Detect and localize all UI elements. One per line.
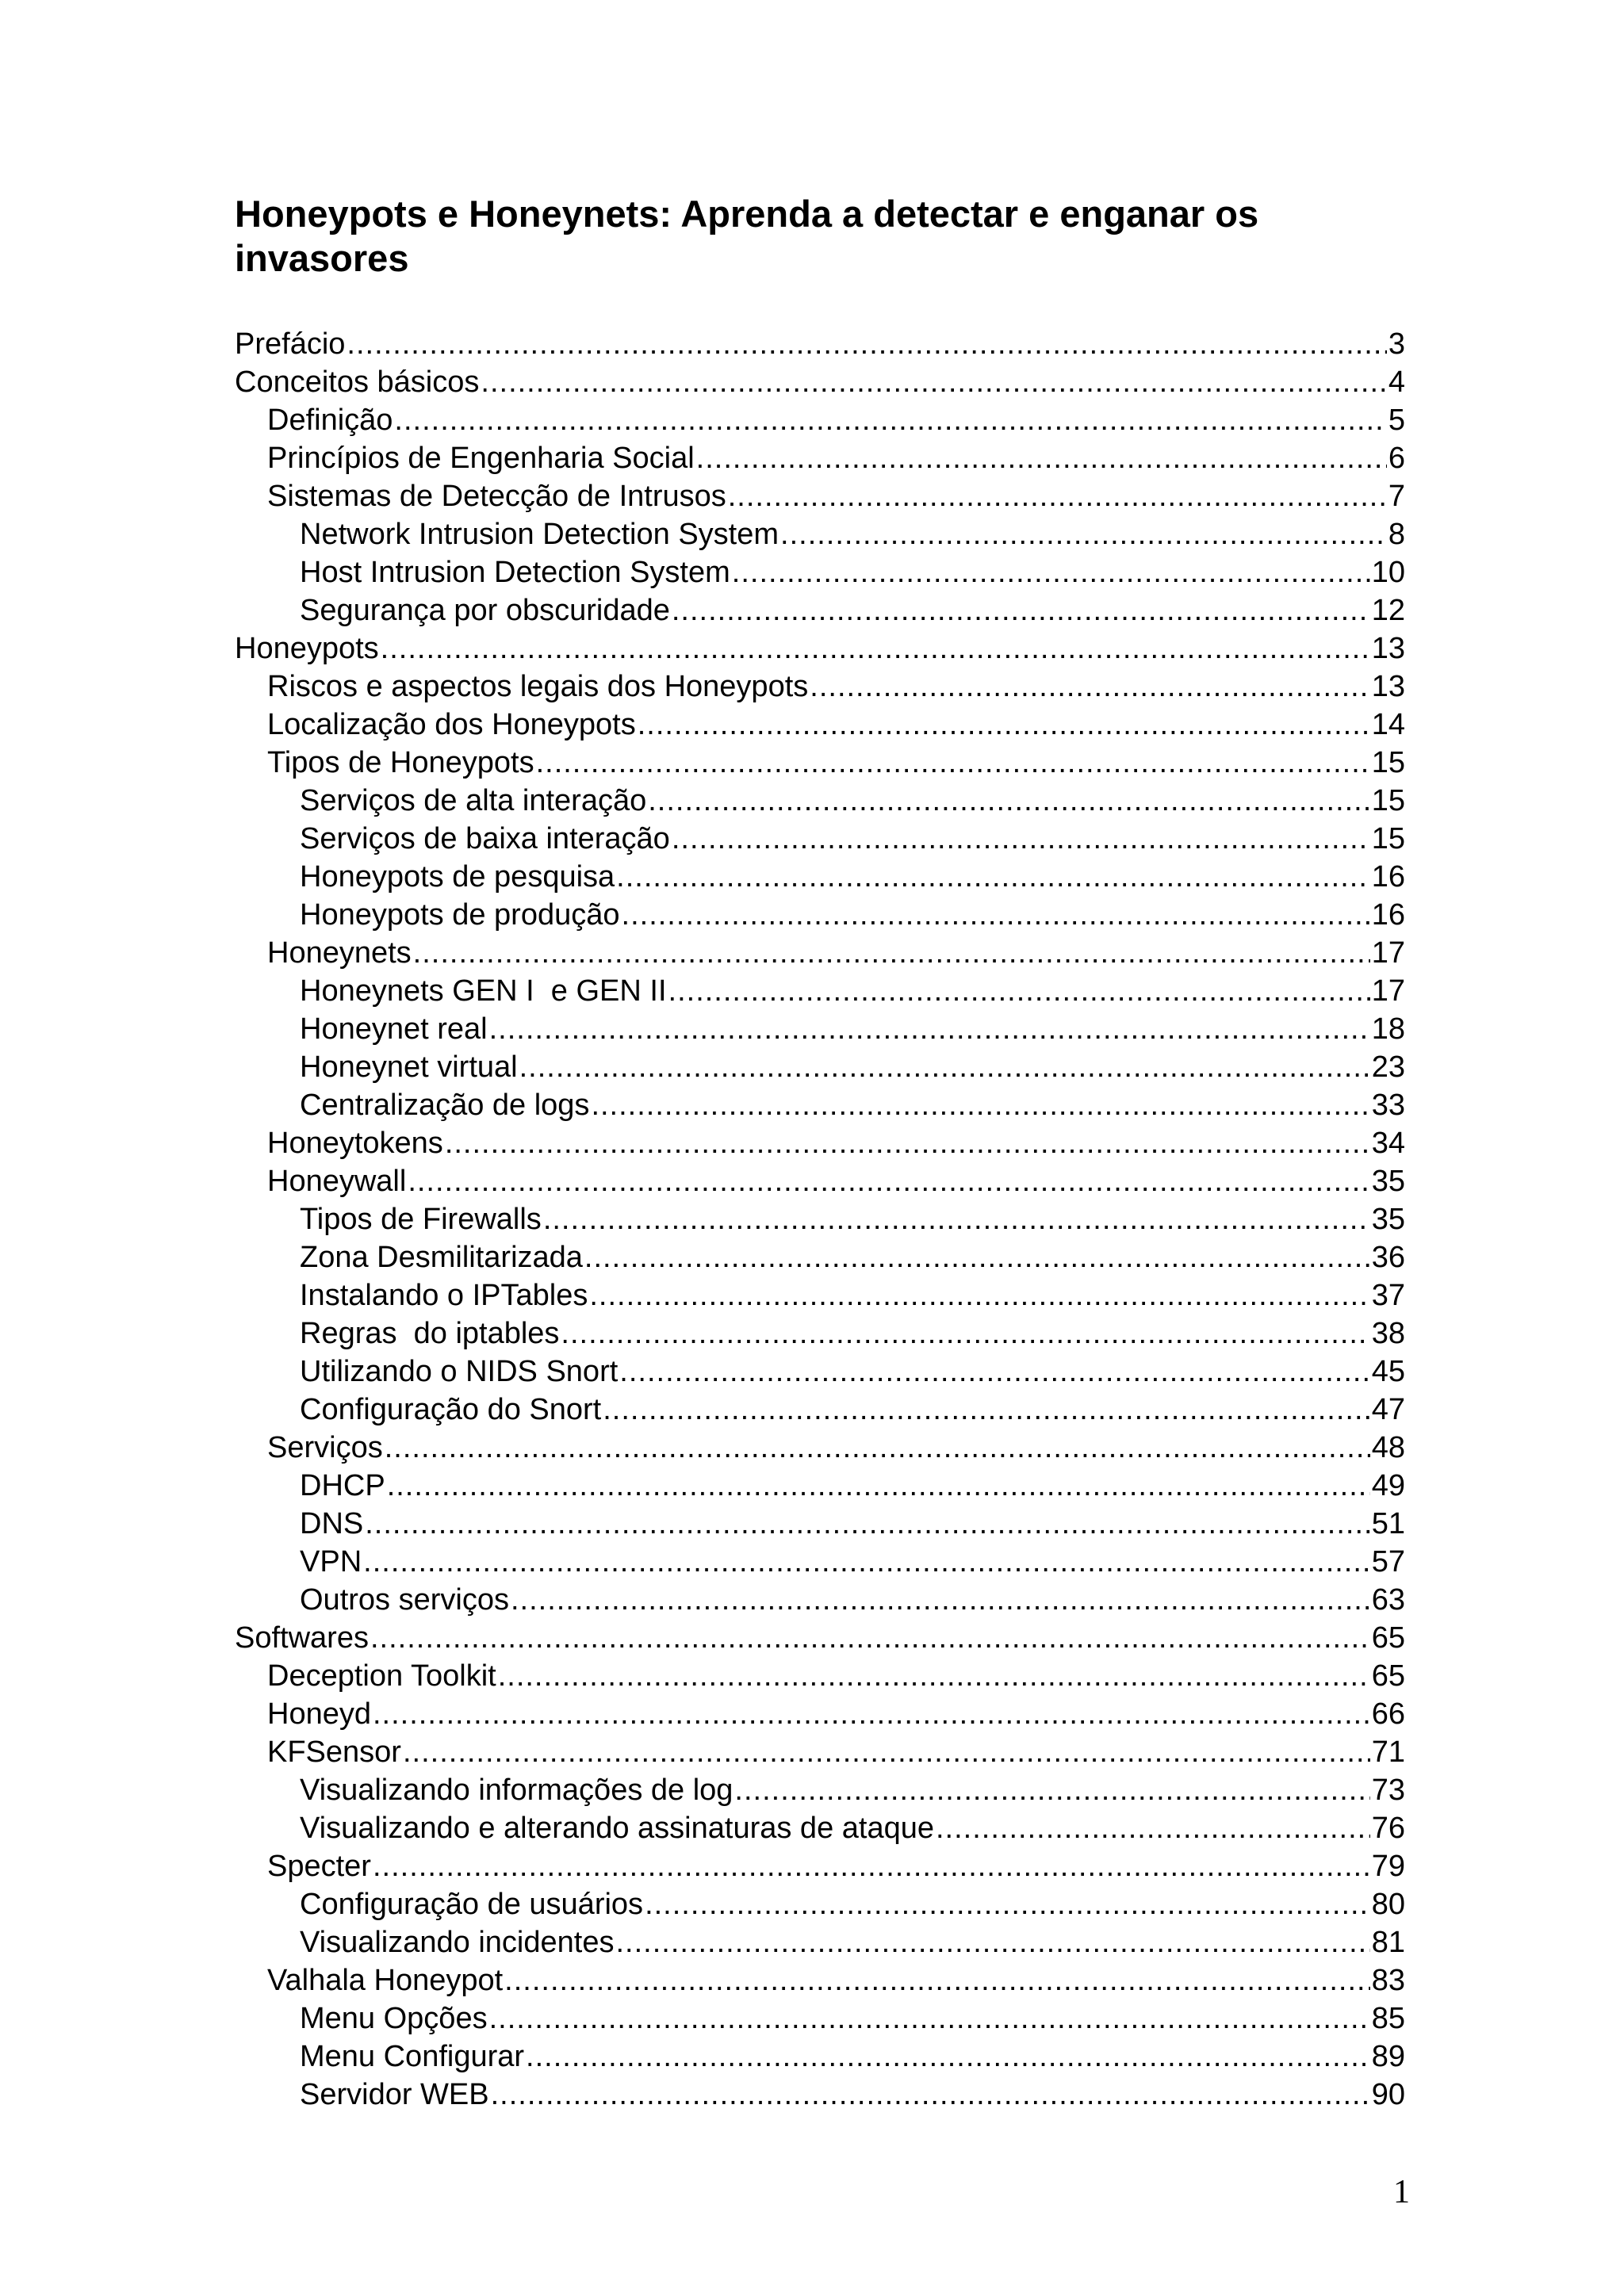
dot-leader — [591, 1086, 1369, 1124]
toc-entry-page: 35 — [1371, 1203, 1405, 1236]
dot-leader — [526, 2038, 1370, 2076]
toc-entry — [235, 401, 1405, 439]
toc-entry — [235, 1733, 1405, 1771]
toc-entry-title: Honeypots de produção — [300, 898, 620, 932]
toc-entry — [235, 553, 1405, 591]
toc-entry-page: 90 — [1371, 2078, 1405, 2111]
toc-entry-title: Configuração de usuários — [300, 1888, 644, 1921]
toc-entry-title: Serviços de alta interação — [300, 784, 647, 817]
toc-entry-page: 51 — [1371, 1507, 1405, 1540]
toc-entry — [235, 820, 1405, 858]
toc-entry — [235, 858, 1405, 896]
toc-entry-title: Zona Desmilitarizada — [300, 1241, 583, 1274]
toc-entry — [235, 325, 1405, 363]
dot-leader — [491, 2076, 1370, 2114]
toc-entry — [235, 1619, 1405, 1657]
toc-entry-page: 65 — [1371, 1659, 1405, 1693]
toc-entry-title: Visualizando incidentes — [300, 1926, 615, 1959]
toc-entry-title: Visualizando informações de log — [300, 1774, 733, 1807]
toc-entry — [235, 1467, 1405, 1505]
toc-entry-title: Riscos e aspectos legais dos Honeypots — [267, 670, 809, 703]
toc-entry-page: 49 — [1371, 1469, 1405, 1502]
toc-entry-page: 6 — [1388, 442, 1405, 475]
dot-leader — [381, 629, 1370, 668]
toc-entry — [235, 706, 1405, 744]
dot-leader — [511, 1581, 1370, 1619]
toc-entry — [235, 1543, 1405, 1581]
dot-leader — [403, 1733, 1370, 1771]
toc-entry — [235, 1657, 1405, 1695]
toc-entry-page: 36 — [1371, 1241, 1405, 1274]
toc-entry-title: Configuração do Snort — [300, 1393, 602, 1426]
dot-leader — [347, 325, 1386, 363]
toc-entry — [235, 1999, 1405, 2038]
toc-entry — [235, 744, 1405, 782]
toc-entry — [235, 782, 1405, 820]
toc-entry — [235, 896, 1405, 934]
toc-entry — [235, 1847, 1405, 1885]
dot-leader — [445, 1124, 1370, 1162]
toc-entry-title: Servidor WEB — [300, 2078, 489, 2111]
toc-entry-page: 66 — [1371, 1697, 1405, 1731]
toc-entry-page: 15 — [1371, 784, 1405, 817]
toc-entry-title: Honeywall — [267, 1165, 407, 1198]
toc-entry-page: 35 — [1371, 1165, 1405, 1198]
toc-entry-title: Princípios de Engenharia Social — [267, 442, 695, 475]
toc-entry — [235, 1429, 1405, 1467]
toc-entry — [235, 1771, 1405, 1809]
toc-entry — [235, 629, 1405, 668]
toc-entry-page: 15 — [1371, 822, 1405, 855]
toc-entry — [235, 2038, 1405, 2076]
toc-entry-page: 65 — [1371, 1621, 1405, 1655]
toc-entry-page: 16 — [1371, 860, 1405, 894]
toc-entry-title: Serviços de baixa interação — [300, 822, 670, 855]
toc-entry-page: 47 — [1371, 1393, 1405, 1426]
toc-entry-title: Utilizando o NIDS Snort — [300, 1355, 619, 1388]
toc-entry-title: Instalando o IPTables — [300, 1279, 588, 1312]
toc-entry-title: Conceitos básicos — [235, 365, 480, 399]
toc-entry-page: 81 — [1371, 1926, 1405, 1959]
dot-leader — [616, 858, 1370, 896]
dot-leader — [584, 1238, 1370, 1276]
toc-entry — [235, 934, 1405, 972]
dot-leader — [498, 1657, 1370, 1695]
toc-entry — [235, 1200, 1405, 1238]
toc-entry-page: 83 — [1371, 1964, 1405, 1997]
toc-entry-title: Honeynet virtual — [300, 1050, 518, 1084]
toc-entry — [235, 363, 1405, 401]
dot-leader — [519, 1048, 1370, 1086]
toc-entry-page: 18 — [1371, 1012, 1405, 1046]
toc-entry — [235, 1885, 1405, 1923]
dot-leader — [648, 782, 1369, 820]
toc-entry-page: 76 — [1371, 1812, 1405, 1845]
toc-entry-title: Deception Toolkit — [267, 1659, 496, 1693]
toc-entry-page: 73 — [1371, 1774, 1405, 1807]
toc-entry — [235, 1353, 1405, 1391]
toc-entry-page: 71 — [1371, 1735, 1405, 1769]
dot-leader — [672, 591, 1370, 629]
toc-entry-page: 45 — [1371, 1355, 1405, 1388]
toc-entry-page: 10 — [1371, 556, 1405, 589]
dot-leader — [373, 1695, 1370, 1733]
toc-entry-title: Honeytokens — [267, 1127, 443, 1160]
toc-entry-title: KFSensor — [267, 1735, 401, 1769]
toc-entry-title: DNS — [300, 1507, 364, 1540]
toc-entry-title: Menu Opções — [300, 2002, 488, 2035]
toc-entry — [235, 1162, 1405, 1200]
toc-entry — [235, 1505, 1405, 1543]
toc-entry-page: 13 — [1371, 670, 1405, 703]
toc-entry-title: Specter — [267, 1850, 371, 1883]
toc-entry-title: Softwares — [235, 1621, 369, 1655]
toc-entry-page: 12 — [1371, 594, 1405, 627]
dot-leader — [728, 477, 1387, 515]
toc-entry — [235, 668, 1405, 706]
toc-entry-title: Definição — [267, 404, 393, 437]
toc-entry — [235, 1695, 1405, 1733]
toc-entry-title: VPN — [300, 1545, 362, 1578]
toc-entry — [235, 1923, 1405, 1961]
toc-entry-title: Localização dos Honeypots — [267, 708, 636, 741]
toc-entry-page: 17 — [1371, 974, 1405, 1008]
dot-leader — [370, 1619, 1370, 1657]
dot-leader — [394, 401, 1386, 439]
document-title: Honeypots e Honeynets: Aprenda a detectar e enganar os invasores — [235, 193, 1259, 279]
toc-entry-page: 7 — [1388, 480, 1405, 513]
toc-entry — [235, 1010, 1405, 1048]
dot-leader — [672, 820, 1370, 858]
toc-entry-title: Network Intrusion Detection System — [300, 518, 779, 551]
dot-leader — [589, 1276, 1369, 1314]
dot-leader — [373, 1847, 1370, 1885]
dot-leader — [696, 439, 1387, 477]
toc-entry-title: Host Intrusion Detection System — [300, 556, 730, 589]
toc-entry-title: Prefácio — [235, 327, 346, 361]
toc-entry-title: Serviços — [267, 1431, 383, 1464]
toc-entry-title: Valhala Honeypot — [267, 1964, 504, 1997]
toc-entry-page: 80 — [1371, 1888, 1405, 1921]
toc-entry — [235, 1124, 1405, 1162]
dot-leader — [622, 896, 1370, 934]
toc-entry-page: 37 — [1371, 1279, 1405, 1312]
toc-entry — [235, 1961, 1405, 1999]
dot-leader — [615, 1923, 1369, 1961]
toc-entry-title: Segurança por obscuridade — [300, 594, 670, 627]
toc-entry-page: 8 — [1388, 518, 1405, 551]
dot-leader — [543, 1200, 1370, 1238]
toc-entry-page: 23 — [1371, 1050, 1405, 1084]
toc-entry-title: Honeypots — [235, 632, 379, 665]
toc-entry — [235, 1391, 1405, 1429]
dot-leader — [936, 1809, 1370, 1847]
toc-entry-page: 48 — [1371, 1431, 1405, 1464]
toc-entry — [235, 1809, 1405, 1847]
toc-entry-title: Honeypots de pesquisa — [300, 860, 615, 894]
toc-entry-page: 33 — [1371, 1089, 1405, 1122]
dot-leader — [413, 934, 1370, 972]
toc-entry — [235, 515, 1405, 553]
toc-entry-page: 17 — [1371, 936, 1405, 970]
toc-entry-title: Visualizando e alterando assinaturas de ataque — [300, 1812, 934, 1845]
dot-leader — [408, 1162, 1369, 1200]
dot-leader — [504, 1961, 1370, 1999]
toc-entry — [235, 972, 1405, 1010]
toc-entry — [235, 1238, 1405, 1276]
toc-entry-page: 16 — [1371, 898, 1405, 932]
toc-entry-page: 38 — [1371, 1317, 1405, 1350]
toc-entry-page: 79 — [1371, 1850, 1405, 1883]
dot-leader — [732, 553, 1370, 591]
dot-leader — [489, 1999, 1370, 2038]
toc-entry-title: Regras do iptables — [300, 1317, 560, 1350]
toc-entry-page: 63 — [1371, 1583, 1405, 1617]
toc-entry-page: 5 — [1388, 404, 1405, 437]
toc-entry-page: 89 — [1371, 2040, 1405, 2073]
toc-entry-title: Honeynets GEN I e GEN II — [300, 974, 667, 1008]
toc-entry-page: 15 — [1371, 746, 1405, 779]
dot-leader — [385, 1429, 1370, 1467]
table-of-contents — [235, 325, 1405, 2114]
toc-entry-page: 85 — [1371, 2002, 1405, 2035]
dot-leader — [603, 1391, 1369, 1429]
dot-leader — [668, 972, 1370, 1010]
toc-entry-title: Tipos de Firewalls — [300, 1203, 542, 1236]
toc-entry-title: Menu Configurar — [300, 2040, 525, 2073]
toc-entry — [235, 477, 1405, 515]
toc-entry-title: Tipos de Honeypots — [267, 746, 534, 779]
dot-leader — [536, 744, 1370, 782]
toc-entry-page: 57 — [1371, 1545, 1405, 1578]
toc-entry — [235, 1581, 1405, 1619]
toc-entry — [235, 439, 1405, 477]
toc-entry — [235, 591, 1405, 629]
dot-leader — [489, 1010, 1370, 1048]
toc-entry-title: Centralização de logs — [300, 1089, 590, 1122]
toc-entry — [235, 1086, 1405, 1124]
dot-leader — [365, 1505, 1369, 1543]
toc-entry-page: 4 — [1388, 365, 1405, 399]
dot-leader — [638, 706, 1370, 744]
dot-leader — [481, 363, 1386, 401]
toc-entry-page: 13 — [1371, 632, 1405, 665]
dot-leader — [645, 1885, 1370, 1923]
dot-leader — [363, 1543, 1370, 1581]
dot-leader — [561, 1314, 1369, 1353]
toc-entry-page: 3 — [1388, 327, 1405, 361]
toc-entry-title: Honeynets — [267, 936, 412, 970]
toc-entry — [235, 1048, 1405, 1086]
dot-leader — [619, 1353, 1369, 1391]
toc-entry-title: Sistemas de Detecção de Intrusos — [267, 480, 726, 513]
dot-leader — [810, 668, 1369, 706]
toc-entry-page: 14 — [1371, 708, 1405, 741]
toc-entry — [235, 1314, 1405, 1353]
toc-entry — [235, 2076, 1405, 2114]
toc-entry-title: Outros serviços — [300, 1583, 509, 1617]
toc-entry — [235, 1276, 1405, 1314]
page-number: 1 — [1393, 2174, 1410, 2210]
toc-entry-title: Honeyd — [267, 1697, 371, 1731]
toc-entry-page: 34 — [1371, 1127, 1405, 1160]
dot-leader — [780, 515, 1387, 553]
dot-leader — [387, 1467, 1370, 1505]
dot-leader — [734, 1771, 1369, 1809]
toc-entry-title: DHCP — [300, 1469, 385, 1502]
toc-entry-title: Honeynet real — [300, 1012, 488, 1046]
